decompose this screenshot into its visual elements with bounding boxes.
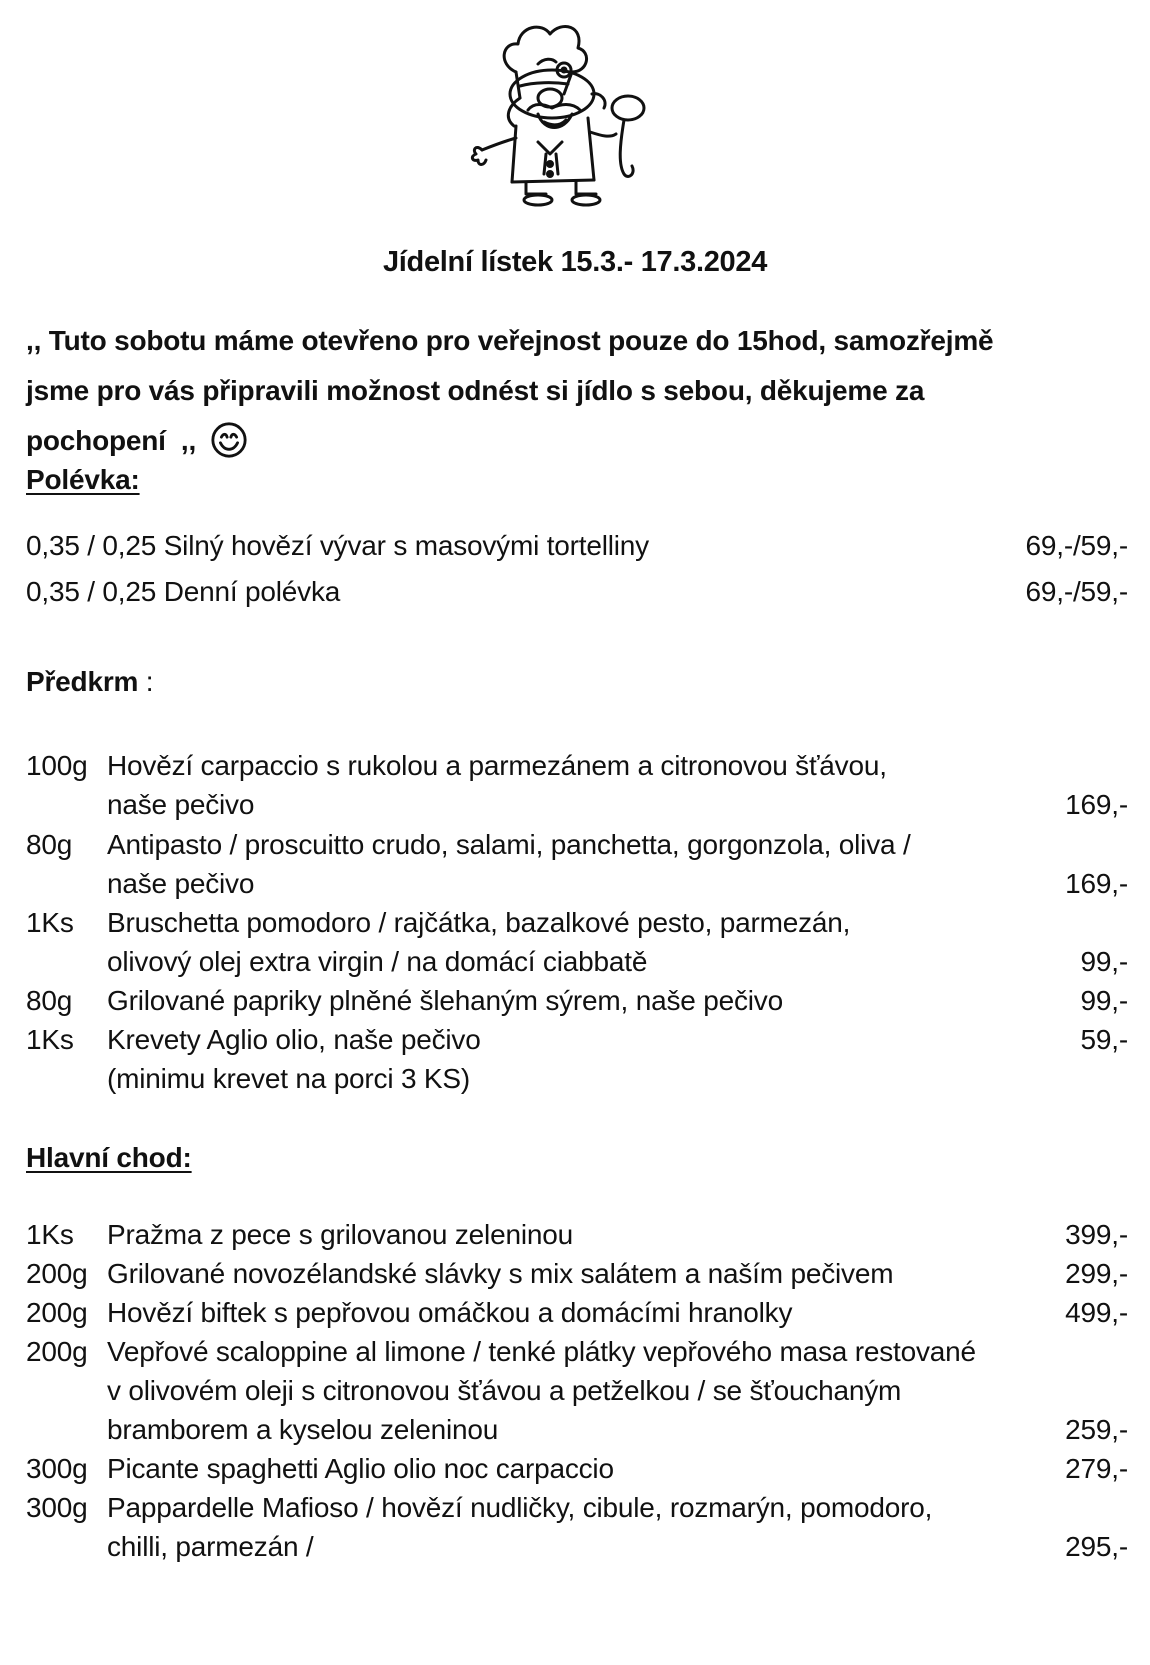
section-heading-soup: Polévka: [26,464,140,495]
notice-line-text: jsme pro vás připravili možnost odnést si jídlo s sebou, děkujeme za [26,375,925,406]
menu-item-price: 69,-/59,- [1025,576,1128,607]
menu-item-qty: 1Ks [26,907,74,938]
menu-item-text: Grilované novozélandské slávky s mix salátem a naším pečivem [107,1258,894,1289]
menu-item-text: 0,35 / 0,25 Silný hovězí vývar s masovými tortelliny [26,530,649,561]
menu-item-qty: 1Ks [26,1024,74,1055]
notice-line: ,, Tuto sobotu máme otevřeno pro veřejnost pouze do 15hod, samozřejmě [26,325,994,356]
menu-item-qty: 300g [26,1453,88,1484]
smiley-face-icon [210,421,248,459]
menu-item-text: Grilované papriky plněné šlehaným sýrem, naše pečivo [107,985,783,1016]
menu-item-qty: 200g [26,1297,88,1328]
menu-item-price: 69,-/59,- [1025,530,1128,561]
menu-item-qty: 200g [26,1258,88,1289]
opening-notice [26,316,1126,466]
menu-item-text: (minimu krevet na porci 3 KS) [107,1063,470,1094]
menu-item-text: Vepřové scaloppine al limone / tenké plátky vepřového masa restované [107,1336,976,1367]
notice-line [26,366,1126,416]
menu-item-text: naše pečivo [107,789,255,820]
menu-item-qty: 200g [26,1336,88,1367]
section-heading-main: Hlavní chod: [26,1142,192,1173]
menu-item-text: Hovězí biftek s pepřovou omáčkou a domácími hranolky [107,1297,793,1328]
menu-item-price: 399,- [1065,1219,1128,1250]
menu-item-text: chilli, parmezán / [107,1531,314,1562]
menu-item-text: Hovězí carpaccio s rukolou a parmezánem a citronovou šťávou, [107,750,887,781]
menu-item-price: 295,- [1065,1531,1128,1562]
menu-item-qty: 300g [26,1492,88,1523]
section-heading-starter: Předkrm : [26,666,154,697]
menu-item-price: 99,- [1080,946,1128,977]
chef-illustration [468,14,688,220]
menu-item-text: Krevety Aglio olio, naše pečivo [107,1024,481,1055]
menu-item-qty: 100g [26,750,88,781]
menu-item-price: 499,- [1065,1297,1128,1328]
menu-item-text: olivový olej extra virgin / na domácí ciabbatě [107,946,648,977]
menu-item-price: 299,- [1065,1258,1128,1289]
menu-item-price: 169,- [1065,868,1128,899]
menu-item-text: Picante spaghetti Aglio olio noc carpaccio [107,1453,614,1484]
menu-item-text: 0,35 / 0,25 Denní polévka [26,576,341,607]
menu-item-text: naše pečivo [107,868,255,899]
menu-item-price: 279,- [1065,1453,1128,1484]
menu-item-price: 259,- [1065,1414,1128,1445]
menu-item-text: Pražma z pece s grilovanou zeleninou [107,1219,573,1250]
menu-item-text: Antipasto / proscuitto crudo, salami, panchetta, gorgonzola, oliva / [107,829,911,860]
menu-item-price: 59,- [1080,1024,1128,1055]
menu-item-text: v olivovém oleji s citronovou šťávou a petželkou / se šťouchaným [107,1375,902,1406]
page-title: Jídelní lístek 15.3.- 17.3.2024 [382,246,768,278]
menu-item-text: bramborem a kyselou zeleninou [107,1414,499,1445]
menu-item-qty: 1Ks [26,1219,74,1250]
menu-item-price: 99,- [1080,985,1128,1016]
notice-line-text: pochopení ,, [26,425,197,456]
menu-item-qty: 80g [26,829,73,860]
menu-item-text: Bruschetta pomodoro / rajčátka, bazalkové pesto, parmezán, [107,907,851,938]
menu-item-text: Pappardelle Mafioso / hovězí nudličky, cibule, rozmarýn, pomodoro, [107,1492,933,1523]
menu-item-qty: 80g [26,985,73,1016]
notice-line [26,416,1126,466]
menu-item-price: 169,- [1065,789,1128,820]
